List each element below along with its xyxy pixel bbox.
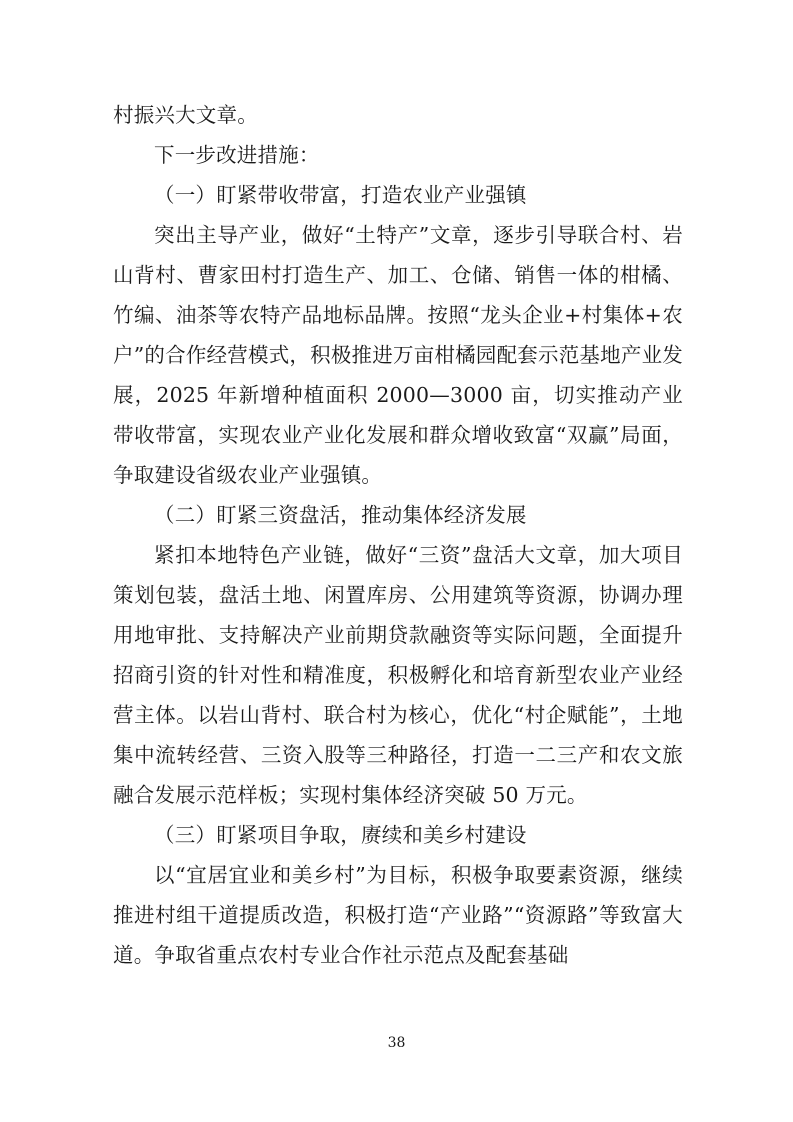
section-heading: （一）盯紧带收带富，打造农业产业强镇 (154, 183, 527, 207)
page-number: 38 (387, 1035, 406, 1051)
paragraph: 突出主导产业，做好“土特产”文章，逐步引导联合村、岩山背村、曹家田村打造生产、加工、仓储、销售一体的柑橘、竹编、油茶等农特产品地标品牌。按照“龙头企业+村集体+农户”的合作经营模式，积极推进万亩柑橘园配套示范基地产业发展，2025 年新增种植面积 2000—3000 亩，切实推动产业带收带富，实现农业产业化发展和群众增收致富“双赢”局面，争取建设省级农业产业强镇。 (113, 223, 683, 487)
section-heading: （二）盯紧三资盘活，推动集体经济发展 (154, 503, 527, 527)
paragraph: 村振兴大文章。 (113, 103, 258, 127)
section-heading: （三）盯紧项目争取，赓续和美乡村建设 (154, 823, 527, 847)
paragraph: 紧扣本地特色产业链，做好“三资”盘活大文章，加大项目策划包装，盘活土地、闲置库房、公用建筑等资源，协调办理用地审批、支持解决产业前期贷款融资等实际问题，全面提升招商引资的针对性和精准度，积极孵化和培育新型农业产业经营主体。以岩山背村、联合村为核心，优化“村企赋能”，土地集中流转经营、三资入股等三种路径，打造一二三产和农文旅融合发展示范样板；实现村集体经济突破 50 万元。 (113, 543, 683, 807)
paragraph: 下一步改进措施： (154, 143, 320, 167)
paragraph: 以“宜居宜业和美乡村”为目标，积极争取要素资源，继续推进村组干道提质改造，积极打造“产业路”“资源路”等致富大道。争取省重点农村专业合作社示范点及配套基础 (113, 863, 683, 967)
page-body (113, 95, 683, 975)
